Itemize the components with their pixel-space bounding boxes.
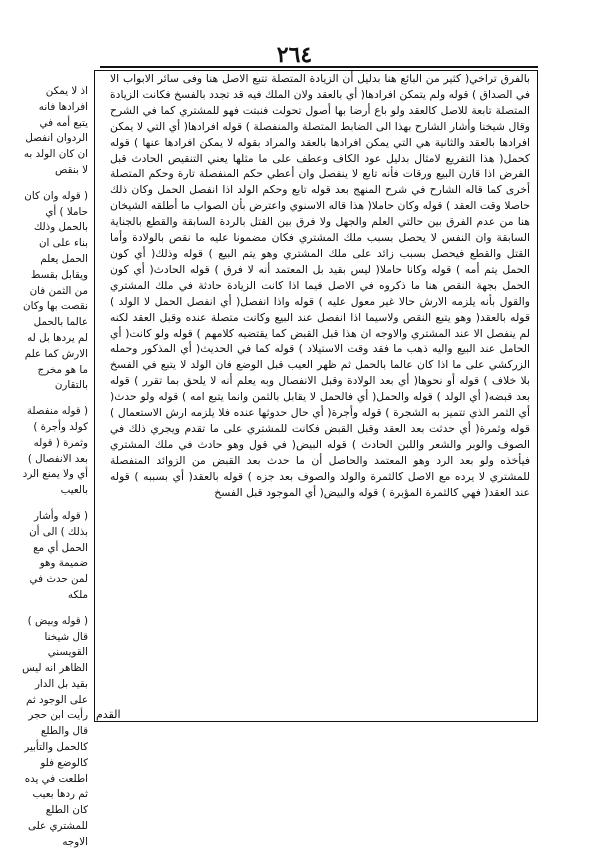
header-rule bbox=[100, 66, 538, 68]
margin-note: ( قوله وأشار بذلك ) الى أن الحمل أي مع ضميمة وهو لمن حدث في ملكه bbox=[29, 509, 88, 601]
margin-note: ( قوله وبيض ) قال شيخنا القويسني الظاهر انه ليس بقيد بل الدار على الوجود ثم رأيت ابن حجر قال والطلع كالحمل والتأبير كالوضع فلو اطلعت في يده ثم ردها بعيب كان الطلع للمشتري على الاوجه bbox=[22, 614, 88, 848]
margin-note: اذ لا يمكن افرادها فانه يتبع أمه في الردوان انفصل ان كان الولد به لا بنقص bbox=[23, 85, 88, 176]
catchword: القدم bbox=[96, 708, 121, 721]
margin-note: ( قوله وان كان حاملا ) أي بالحمل وذلك بناء على ان الحمل يعلم ويقابل بقسط من الثمن فان نقصت بها وكان عالما بالحمل لم يردها بل له الارش كما علم ما هو مخرج بالتقارن bbox=[23, 189, 88, 392]
margin-note: ( قوله منفصلة كولد وأجرة ) وثمرة ( قوله بعد الانفصال ) أي ولا يمنع الرد بالعيب bbox=[22, 405, 88, 497]
margin-notes bbox=[22, 84, 88, 861]
main-text-block bbox=[110, 71, 530, 707]
page-number: ٢٦٤ bbox=[276, 42, 313, 68]
main-paragraph: بالفرق تراخي( كثير من البائع هنا بدليل أن الزيادة المتصلة تتبع الاصل هنا وفى سائر الابواب الا في الصداق ) قوله ولم يتمكن افرادها( أي بالعقد ولان الملك فيه قد تجدد بالفسخ فكانت الزيادة المتصلة تابعة للاصل كالعقد ولو باع أرضا بها أصول تحولت فنبتت فهو للمشتري كما في الشرح وقال شيخنا وأشار الشارح بهذا الى الضابط المتصلة والمنفصلة ) قوله افرادها( أي التي لا يمكن افرادها بالعقد والثانية هي التي يمكن افرادها بالعقد والمراد بقوله لا يمكن افرادها عنها ) قوله كحمل( هذا التفريع لامثال بدليل عود الكاف وعطف على ما مثلها يعني التنقيص الحادث قبل الفرض اذا قارن البيع ورقات فأنه تابع لا ينفصل وان أعطي حكم المنفصلة تارة وحكم المتصلة أخرى كما قاله الشارح في شرح المنهج بعد قوله تابع وحكم الولد اذا انفصل الحمل وكان ذلك حاصلا وقت العقد ) قوله وكان حاملا( هذا قاله الاسنوي واعترض بأن الصواب ما أطلقه الشيخان هنا من عدم الفرق بين حالتي العلم والجهل ولا فرق بين القتل بالردة السابقة والقطع بالجناية السابقة وان النفس لا يحصل بسبب ملك المشتري فكان مضمونا عليه ما نقص بالولادة وأما القتل والقطع فيحصل بسبب زائد على ملك المشتري وهو يتم البيع ) قوله وذلك( أي كون الحمل يتم أمه ) قوله وكانا حاملا( ليس بقيد بل المعتمد أنه لا فرق ) قوله الحادث( أي كون الحمل بجهة النقص هنا ما ذكروه في الاصل فيما اذا كانت الزيادة حادثة في ملك المشتري والقول بأنه يلزمه الارش حالا غير معول عليه ) قوله واذا انفصل( أي انفصل الحمل لا الولد ) قوله بالعقد( وهو يتبع النقص ولاسيما اذا انفصل عند البيع وكانت متصلة عنده وقبل العقد لكنه لم ينفصل الا عند المشتري والاوجه ان هذا قبل القبض كما يقتضيه كلامهم ) قوله ولو كانت( أي الحامل عند البيع واليه ذهب ما فقد وقت الاستيلاد ) قوله كما في الحديث( أي المذكور وحمله الزركشي على ما اذا كان عالما بالحمل ثم ظهر العيب قبل الوضع فان الولد لا يتبع في الفسخ بلا خلاف ) قوله أو نحوها( أي بعد الولادة وقبل الانفصال وبه يعلم أنه لا يلحق بما تقرر ) قوله بعد قبضه( أي الولد ) قوله والحمل( أي فالحمل لا يقابل بالثمن وانما يتبع امه ) قوله ولو حدث( أي الثمر الذي تتميز به الشجرة ) قوله وأجرة( أي حال حدوثها عنده فلا يلزمه ارش الاستعمال ) قوله وثمرة( أي حدثت بعد العقد وقبل القبض فكانت للمشتري على ما تقدم ويجري ذلك في الصوف والوبر والشعر واللبن الحادث ) قوله البيض( في قول وهو حادث في ملك المشتري فيأخذه ولو بعد الرد وهو المعتمد والحاصل أن ما حدث بعد القبض من الزوائد المنفصلة للمشتري لا يرده مع الاصل كالثمرة والولد والصوف بعد جزه ) قوله بالعقد( أي بسببه ) قوله عند العقد( فهي كالثمرة المؤبرة ) قوله والبيض( أي الموجود قبل الفسخ bbox=[110, 72, 530, 499]
